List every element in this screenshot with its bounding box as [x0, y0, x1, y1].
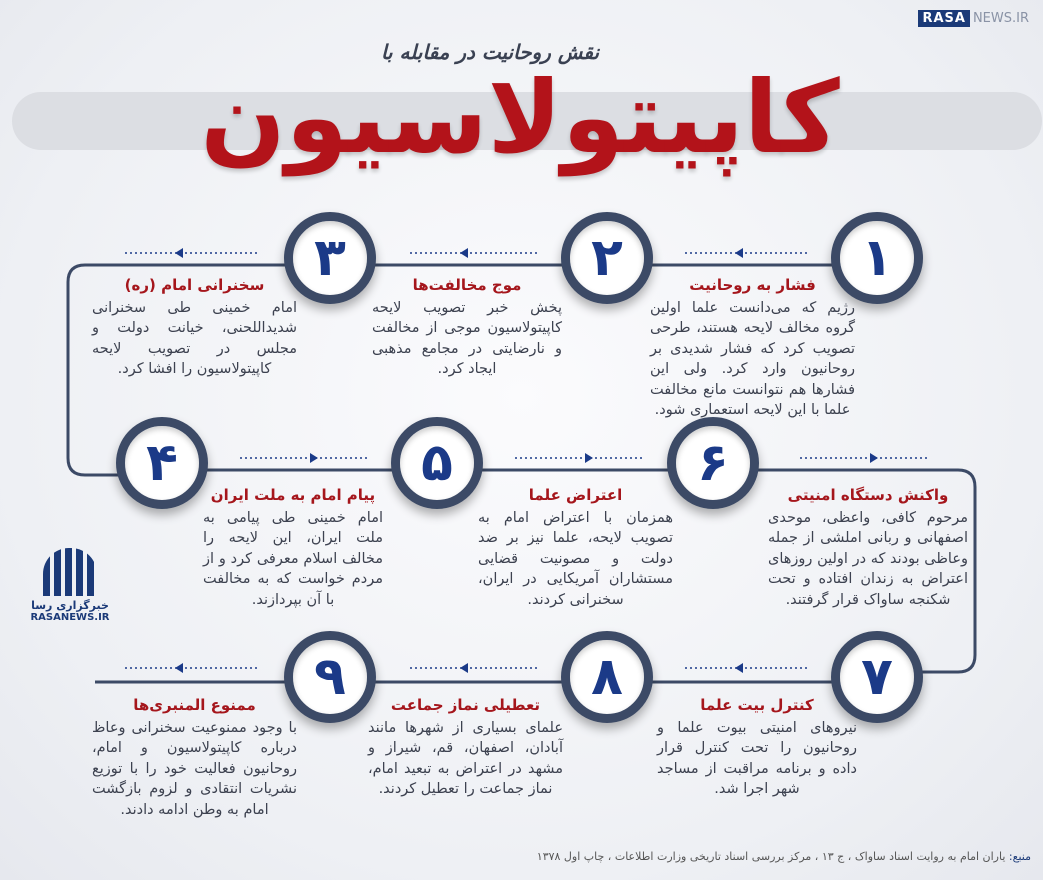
source-note: منبع: یاران امام به روایت اسناد ساواک ، ج ۱۳ ، مرکز بررسی اسناد تاریخی وزارت اطلاعات ، چاپ اول ۱۳۷۸ — [536, 850, 1031, 863]
step-6-badge: ۶ — [667, 417, 759, 509]
step-title: موج مخالفت‌ها — [412, 276, 522, 294]
step-2 — [372, 275, 562, 380]
step-3 — [92, 275, 297, 380]
logo-mark-icon — [43, 548, 97, 596]
step-text: با وجود ممنوعیت سخنرانی وعاظ درباره کاپیتولاسیون و امام، روحانیون فعالیت خود را با توزیع نشریات انتقادی و لزوم بازگشت امام به وطن ادامه دادند. — [92, 719, 297, 818]
step-9 — [92, 695, 297, 820]
step-text: امام خمینی طی سخنرانی شدیداللحنی، خیانت دولت و مجلس در تصویب لایحه کاپیتولاسیون را افشا کرد. — [92, 299, 297, 377]
step-7-badge: ۷ — [831, 631, 923, 723]
step-title: پیام امام به ملت ایران — [210, 486, 376, 504]
step-2-badge: ۲ — [561, 212, 653, 304]
step-title: فشار به روحانیت — [689, 276, 816, 294]
step-text: پخش خبر تصویب لایحه کاپیتولاسیون موجی از مخالفت و نارضایتی در مجامع مذهبی ایجاد کرد. — [372, 299, 562, 377]
step-text: همزمان با اعتراض امام به تصویب لایحه، علما نیز بر ضد دولت و مصونیت قضایی مستشاران آمریکایی در ایران، سخنرانی کردند. — [478, 509, 673, 608]
subtitle: نقش روحانیت در مقابله با — [380, 40, 600, 64]
step-text: علمای بسیاری از شهرها مانند آبادان، اصفهان، قم، شیراز و مشهد در اعتراض به تبعید امام، نماز جماعت را تعطیل کردند. — [368, 719, 563, 797]
step-9-badge: ۹ — [284, 631, 376, 723]
step-text: مرحوم کافی، واعظی، موحدی اصفهانی و ربانی املشی از جمله وعاظی بودند که در اولین روزهای اعتراض به زندان افتاده و تحت شکنجه ساواک قرار گرفتند. — [768, 509, 968, 608]
step-5-badge: ۵ — [391, 417, 483, 509]
step-1-badge: ۱ — [831, 212, 923, 304]
step-5 — [478, 485, 673, 610]
step-title: ممنوع المنبری‌ها — [133, 696, 256, 714]
step-text: امام خمینی طی پیامی به ملت ایران، این لایحه را مخالف اسلام معرفی کرد و از مردم خواست که به مخالفت با آن بپردازند. — [203, 509, 383, 608]
step-3-badge: ۳ — [284, 212, 376, 304]
step-7 — [657, 695, 857, 800]
step-title: کنترل بیت علما — [700, 696, 814, 714]
page-title: کاپیتولاسیون — [200, 59, 840, 176]
step-title: سخنرانی امام (ره) — [124, 276, 265, 294]
step-6 — [768, 485, 968, 610]
step-4-badge: ۴ — [116, 417, 208, 509]
step-8-badge: ۸ — [561, 631, 653, 723]
step-text: نیروهای امنیتی بیوت علما و روحانیون را تحت کنترل قرار داده و برنامه مراقبت از مساجد شهر اجرا شد. — [657, 719, 857, 797]
step-text: رژیم که می‌دانست علما اولین گروه مخالف لایحه هستند، طرحی تصویب کرد که فشار شدیدی بر روحانیون وارد کرد. ولی این فشارها هم نتوانست مانع مخالفت علما با این لایحه استعماری شود. — [650, 299, 855, 418]
step-8 — [368, 695, 563, 800]
step-4 — [203, 485, 383, 610]
rasa-news-brand: RASA NEWS.IR — [918, 10, 1029, 27]
step-title: اعتراض علما — [528, 486, 623, 504]
step-1 — [650, 275, 855, 421]
rasa-logo: خبرگزاری رسا RASANEWS.IR — [30, 548, 110, 623]
step-title: تعطیلی نماز جماعت — [390, 696, 541, 714]
step-title: واکنش دستگاه امنیتی — [787, 486, 949, 504]
